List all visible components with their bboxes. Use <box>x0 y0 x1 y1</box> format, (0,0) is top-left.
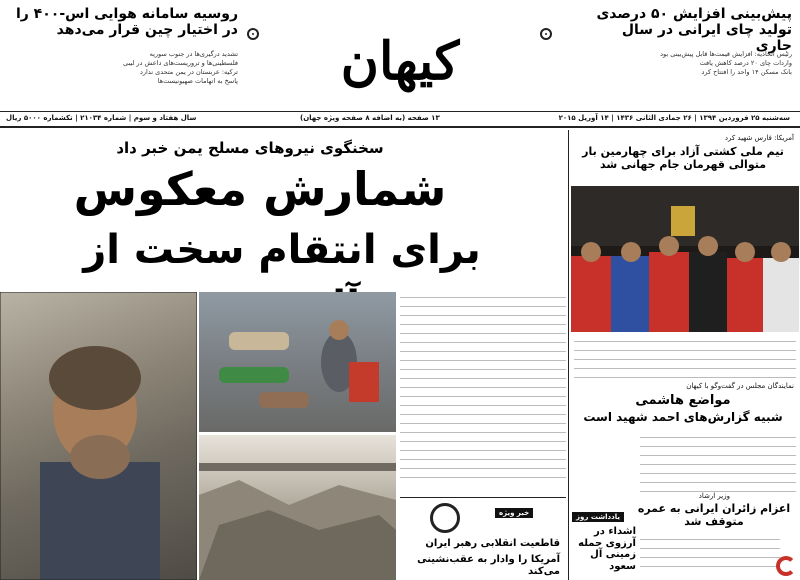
sidebar-rule <box>568 130 569 580</box>
photo-ruins[interactable] <box>199 435 396 580</box>
sidebar-bottom-headline[interactable]: اعزام زائران ایرانی به عمره متوقف شد <box>637 502 791 528</box>
daily-note-headline[interactable]: اشداء در آرزوی حمله زمینی آل سعود <box>578 526 636 572</box>
registration-mark-icon <box>540 28 552 40</box>
center-box-rule <box>400 497 566 498</box>
special-news-label: خبر ویژه <box>495 508 533 518</box>
sidebar-mid-kicker: نمایندگان مجلس در گفت‌وگو با کیهان <box>686 382 794 390</box>
wrestling-team-icon <box>571 186 799 332</box>
sidebar-body-text <box>574 336 796 381</box>
center-body-text <box>400 292 566 481</box>
child-figure-icon <box>0 292 197 580</box>
sidebar-top-headline[interactable]: تیم ملی کشتی آزاد برای چهارمین بار متوالی قهرمان جام جهانی شد <box>582 145 784 171</box>
date-line: سه‌شنبه ۲۵ فروردین ۱۳۹۴ | ۲۶ جمادی الثانی ۱۴۳۶ | ۱۴ آوریل ۲۰۱۵ <box>558 114 790 122</box>
corner-logo-icon <box>776 556 796 576</box>
special-news-headline-2[interactable]: آمریکا را وادار به عقب‌نشینی می‌کند <box>417 554 560 577</box>
photo-wrestling-team[interactable] <box>571 186 799 332</box>
main-headline-line1[interactable]: شمارش معکوس <box>73 162 447 216</box>
special-news-headline-1[interactable]: قاطعیت انقلابی رهبر ایران <box>425 538 560 549</box>
right-top-headline[interactable]: پیش‌بینی افزایش ۵۰ درصدی تولید چای ایرانی در سال جاری <box>596 6 792 55</box>
registration-mark-icon <box>247 28 259 40</box>
newspaper-logo[interactable]: کیهان <box>340 31 460 92</box>
masthead-rule <box>0 111 800 112</box>
main-headline-line2[interactable]: برای انتقام سخت از <box>83 227 481 273</box>
issue-line: سال هفتاد و سوم | شماره ۲۱۰۳۴ | تکشماره ۵۰۰۰ ریال <box>6 114 197 122</box>
main-kicker: سخنگوی نیروهای مسلح یمن خبر داد <box>116 139 384 157</box>
photo-child[interactable] <box>0 292 197 580</box>
sidebar-mid-body <box>640 432 796 495</box>
wounded-scene-icon <box>199 292 396 432</box>
photo-wounded[interactable] <box>199 292 396 432</box>
masthead <box>0 0 800 122</box>
daily-note-label: یادداشت روز <box>572 512 624 522</box>
sidebar-mid-headline-1[interactable]: مواضع هاشمی <box>635 393 731 408</box>
sidebar-mid-headline-2[interactable]: شبیه گزارش‌های احمد شهید است <box>583 410 783 424</box>
sidebar-bottom-kicker: وزیر ارشاد <box>698 492 730 500</box>
left-top-bullets: تشدید درگیری‌ها در جنوب سوریه فلسطینی‌ها و تروریست‌های داعش در لیبی ترکیه: عربستان در یمن متحدی ندارد پاسخ به اتهامات صهیونیست‌ها <box>123 50 238 85</box>
pages-line: ۱۳ صفحه (به اضافه ۸ صفحه ویژه جهان) <box>300 114 440 122</box>
ruins-scene-icon <box>199 435 396 580</box>
left-top-headline[interactable]: روسیه سامانه هوایی اس-۴۰۰ را در اختیار چین قرار می‌دهد <box>15 6 238 39</box>
right-top-bullets: رئیس اتحادیه: افزایش قیمت‌ها قابل پیش‌بینی بود واردات چای ۲۰ درصد کاهش یافت بانک مسکن ۱۴ واحد را افتتاح کرد <box>660 50 792 76</box>
masthead-rule-bottom <box>0 126 800 128</box>
sidebar-bottom-body <box>640 534 780 570</box>
special-news-icon <box>430 503 460 533</box>
sidebar-top-kicker: آمریکا: فارس شهید کرد <box>724 134 794 142</box>
